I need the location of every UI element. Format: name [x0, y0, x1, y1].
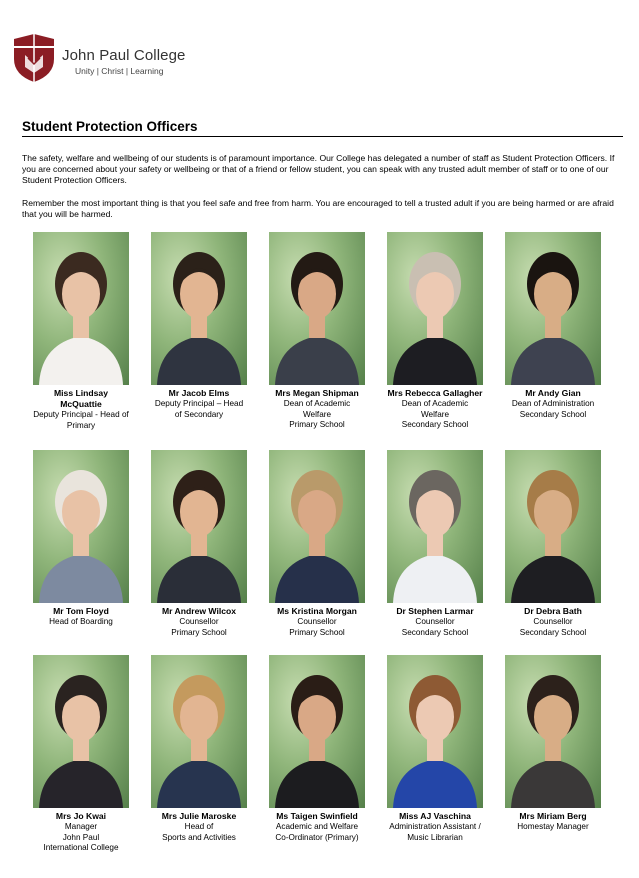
college-logo [12, 33, 312, 83]
officer-card [387, 232, 483, 431]
officer-name: Mrs Jo Kwai [55, 811, 107, 821]
officer-photo [151, 450, 247, 603]
officer-role: Dean of Administration Secondary School [511, 399, 595, 419]
officer-role: Counsellor Primary School [171, 617, 227, 637]
officer-name: Mr Jacob Elms [168, 388, 230, 398]
officer-card [387, 450, 483, 638]
officer-card [505, 450, 601, 638]
college-crest-icon [12, 33, 56, 83]
officer-name: Ms Kristina Morgan [277, 606, 357, 616]
officer-photo [269, 232, 365, 385]
officer-card [151, 232, 247, 420]
officer-name: Mrs Rebecca Gallagher [387, 388, 483, 398]
officer-card [33, 655, 129, 854]
officer-photo [505, 232, 601, 385]
officer-card [269, 655, 365, 843]
officer-role: Counsellor Primary School [289, 617, 345, 637]
intro-paragraph: The safety, welfare and wellbeing of our students is of paramount importance. Our College has delegated a number of staff as Student Protection Officers. If you are concerned about your safety or wellbeing or that of a friend or fellow student, you can speak with any trusted adult member of staff or to one of our Student Protection Officers. [22, 153, 615, 185]
officer-name: Mr Tom Floyd [53, 606, 109, 616]
officer-role: Academic and Welfare Co-Ordinator (Primary) [275, 822, 359, 842]
officer-name: Dr Stephen Larmar [396, 606, 474, 616]
officer-photo [505, 450, 601, 603]
officer-role: Dean of Academic Welfare Secondary School [401, 399, 469, 429]
officer-role: Deputy Principal – Head of Secondary [154, 399, 244, 419]
officer-photo [33, 655, 129, 808]
officer-role: Administration Assistant / Music Librarian [389, 822, 481, 842]
officer-card [269, 450, 365, 638]
title-divider [22, 136, 623, 137]
officer-name: Miss Lindsay McQuattie [54, 388, 108, 409]
officer-photo [151, 655, 247, 808]
officer-name: Mr Andy Gian [525, 388, 581, 398]
officer-role: Head of Sports and Activities [162, 822, 236, 842]
officer-photo [269, 450, 365, 603]
safety-paragraph: Remember the most important thing is that you feel safe and free from harm. You are encouraged to tell a trusted adult if you are being harmed or are afraid that you will be harmed. [22, 198, 614, 219]
officer-name: Mrs Julie Maroske [161, 811, 237, 821]
officer-card [151, 655, 247, 843]
officer-name: Mrs Megan Shipman [275, 388, 359, 398]
officer-photo [505, 655, 601, 808]
officer-name: Mr Andrew Wilcox [161, 606, 237, 616]
officer-card [269, 232, 365, 431]
college-tagline: Unity | Christ | Learning [75, 66, 164, 76]
officer-card [33, 232, 129, 431]
officer-card [387, 655, 483, 843]
officer-card [151, 450, 247, 638]
officer-role: Deputy Principal - Head of Primary [33, 410, 129, 430]
officer-photo [387, 232, 483, 385]
officer-card [505, 655, 601, 833]
officer-photo [33, 232, 129, 385]
officer-role: Manager John Paul International College [43, 822, 119, 852]
officer-role: Head of Boarding [49, 617, 113, 626]
officer-name: Miss AJ Vaschina [399, 811, 471, 821]
officer-role: Counsellor Secondary School [401, 617, 469, 637]
section-title: Student Protection Officers [22, 119, 198, 134]
officer-photo [387, 450, 483, 603]
officer-photo [387, 655, 483, 808]
officer-name: Mrs Miriam Berg [519, 811, 587, 821]
officer-photo [151, 232, 247, 385]
officer-name: Ms Taigen Swinfield [276, 811, 358, 821]
officer-card [33, 450, 129, 628]
officer-photo [269, 655, 365, 808]
college-name: John Paul College [62, 47, 186, 64]
officer-card [505, 232, 601, 420]
officer-photo [33, 450, 129, 603]
officer-role: Dean of Academic Welfare Primary School [283, 399, 351, 429]
officer-role: Counsellor Secondary School [519, 617, 587, 637]
officer-name: Dr Debra Bath [524, 606, 582, 616]
officer-role: Homestay Manager [517, 822, 589, 831]
